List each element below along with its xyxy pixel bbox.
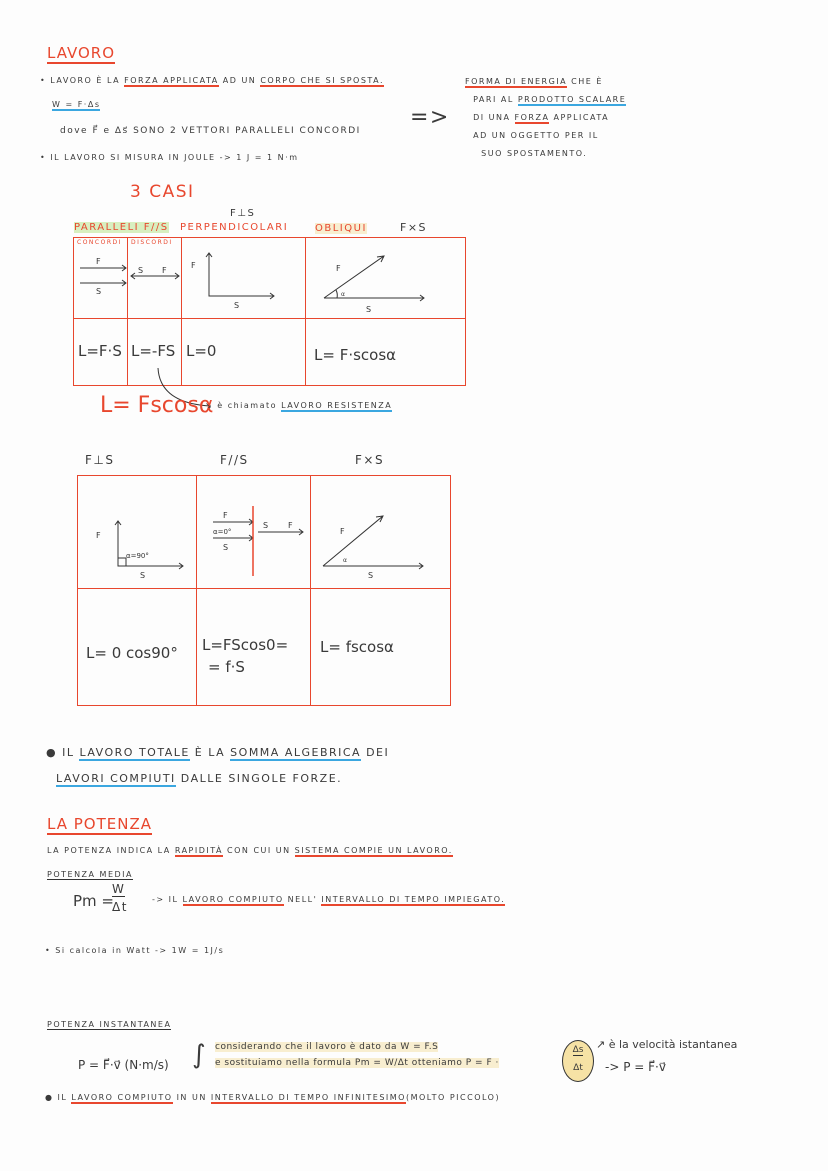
brace: ∫	[192, 1040, 208, 1070]
result-perpendicolari: L=0	[186, 342, 217, 360]
casi-title: 3 CASI	[130, 182, 195, 202]
watt-unit: • Si calcola in Watt -> 1W = 1J/s	[45, 946, 225, 955]
p-formula: P = F⃗·v⃗ (N·m/s)	[78, 1058, 169, 1072]
lavoro-totale: ● IL LAVORO TOTALE È LA SOMMA ALGEBRICA DEI LAVORI COMPIUTI DALLE SINGOLE FORZE.	[46, 746, 390, 785]
potenza-title: LA POTENZA	[47, 815, 152, 833]
svg-text:F: F	[288, 521, 293, 530]
result-obliqui: L= F·scosα	[314, 346, 397, 364]
potenza-media-label: POTENZA MEDIA	[47, 870, 133, 879]
potenza-istantanea-label: POTENZA INSTANTANEA	[47, 1020, 172, 1029]
svg-text:F: F	[340, 527, 345, 536]
perp-symbol: F⊥S	[230, 208, 256, 219]
energy-definition: FORMA DI ENERGIA CHE È PARI AL PRODOTTO SCALARE DI UNA FORZA APPLICATA AD UN OGGETTO PER IL SUO SPOSTAMENTO.	[465, 77, 627, 158]
t2-result-par: L=FScos0=	[202, 636, 289, 654]
angles-table	[77, 475, 451, 706]
joule-unit: • IL LAVORO SI MISURA IN JOULE -> 1 J = 1 N·m	[40, 153, 299, 162]
vector-diagrams	[74, 238, 465, 318]
implies-arrow: =>	[410, 105, 450, 130]
resistenza-note: ↘ è chiamato LAVORO RESISTENZA	[205, 401, 393, 410]
svg-text:S: S	[140, 571, 146, 580]
svg-text:α=0°: α=0°	[213, 528, 232, 536]
general-formula: L= Fscosα	[100, 393, 214, 418]
lavoro-definition: • LAVORO È LA FORZA APPLICATA AD UN CORPO CHE SI SPOSTA.	[40, 76, 385, 85]
svg-text:F: F	[336, 264, 341, 273]
result-concordi: L=F·S	[78, 342, 122, 360]
potenza-definition: LA POTENZA INDICA LA RAPIDITÀ CON CUI UN SISTEMA COMPIE UN LAVORO.	[47, 846, 453, 855]
svg-text:S: S	[366, 305, 372, 314]
t2-header-par: F//S	[220, 453, 249, 467]
t2-result-par-2: = f·S	[208, 658, 245, 676]
paralleli-label: PARALLELI F//S	[74, 222, 169, 233]
t2-header-obl: F×S	[355, 453, 385, 467]
svg-text:S: S	[368, 571, 374, 580]
media-description: -> IL LAVORO COMPIUTO NELL' INTERVALLO DI TEMPO IMPIEGATO.	[152, 895, 506, 904]
velocity-note: ↗ è la velocità istantanea	[596, 1038, 738, 1051]
t2-result-perp: L= 0 cos90°	[86, 644, 178, 662]
svg-text:S: S	[138, 266, 144, 275]
result-discordi: L=-FS	[131, 342, 176, 360]
pm-numerator: W	[112, 882, 126, 896]
perpendicolari-label: PERPENDICOLARI	[180, 222, 289, 233]
cases-table	[73, 237, 466, 386]
svg-text:S: S	[223, 543, 229, 552]
t2-header-perp: F⊥S	[85, 453, 115, 467]
pm-label: Pm =	[73, 892, 114, 910]
velocity-highlight: Δs Δt	[562, 1040, 594, 1082]
obliqui-symbol: F×S	[400, 221, 428, 234]
pm-denominator: Δt	[112, 900, 128, 914]
lavoro-title: LAVORO	[47, 44, 116, 62]
vector-note: dove F⃗ e Δs⃗ SONO 2 VETTORI PARALLELI CONCORDI	[60, 126, 361, 136]
svg-text:S: S	[263, 521, 269, 530]
svg-text:α: α	[341, 291, 345, 298]
svg-text:S: S	[234, 301, 240, 310]
svg-text:F: F	[96, 531, 101, 540]
svg-text:S: S	[96, 287, 102, 296]
p-result: -> P = F⃗·v⃗	[605, 1060, 666, 1074]
sostituiamo-line: e sostituiamo nella formula Pm = W/Δt otteniamo P = F ·	[215, 1058, 499, 1068]
svg-text:F: F	[162, 266, 167, 275]
f-label: F	[96, 257, 101, 266]
t2-result-obl: L= fscosα	[320, 638, 394, 656]
svg-text:F: F	[191, 261, 196, 270]
discordi-label: DISCORDI	[131, 239, 173, 246]
considerando-line: considerando che il lavoro è dato da W = F.S	[215, 1042, 439, 1052]
svg-text:F: F	[223, 511, 228, 520]
svg-text:α=90°: α=90°	[126, 552, 149, 560]
angle-diagrams	[78, 476, 450, 588]
infinitesimo-line: ● IL LAVORO COMPIUTO IN UN INTERVALLO DI TEMPO INFINITESIMO(MOLTO PICCOLO)	[45, 1093, 501, 1102]
concordi-label: CONCORDI	[77, 239, 122, 246]
svg-text:α: α	[343, 557, 347, 564]
obliqui-label: OBLIQUI	[315, 223, 367, 234]
work-formula: W = F·Δs	[52, 100, 101, 109]
